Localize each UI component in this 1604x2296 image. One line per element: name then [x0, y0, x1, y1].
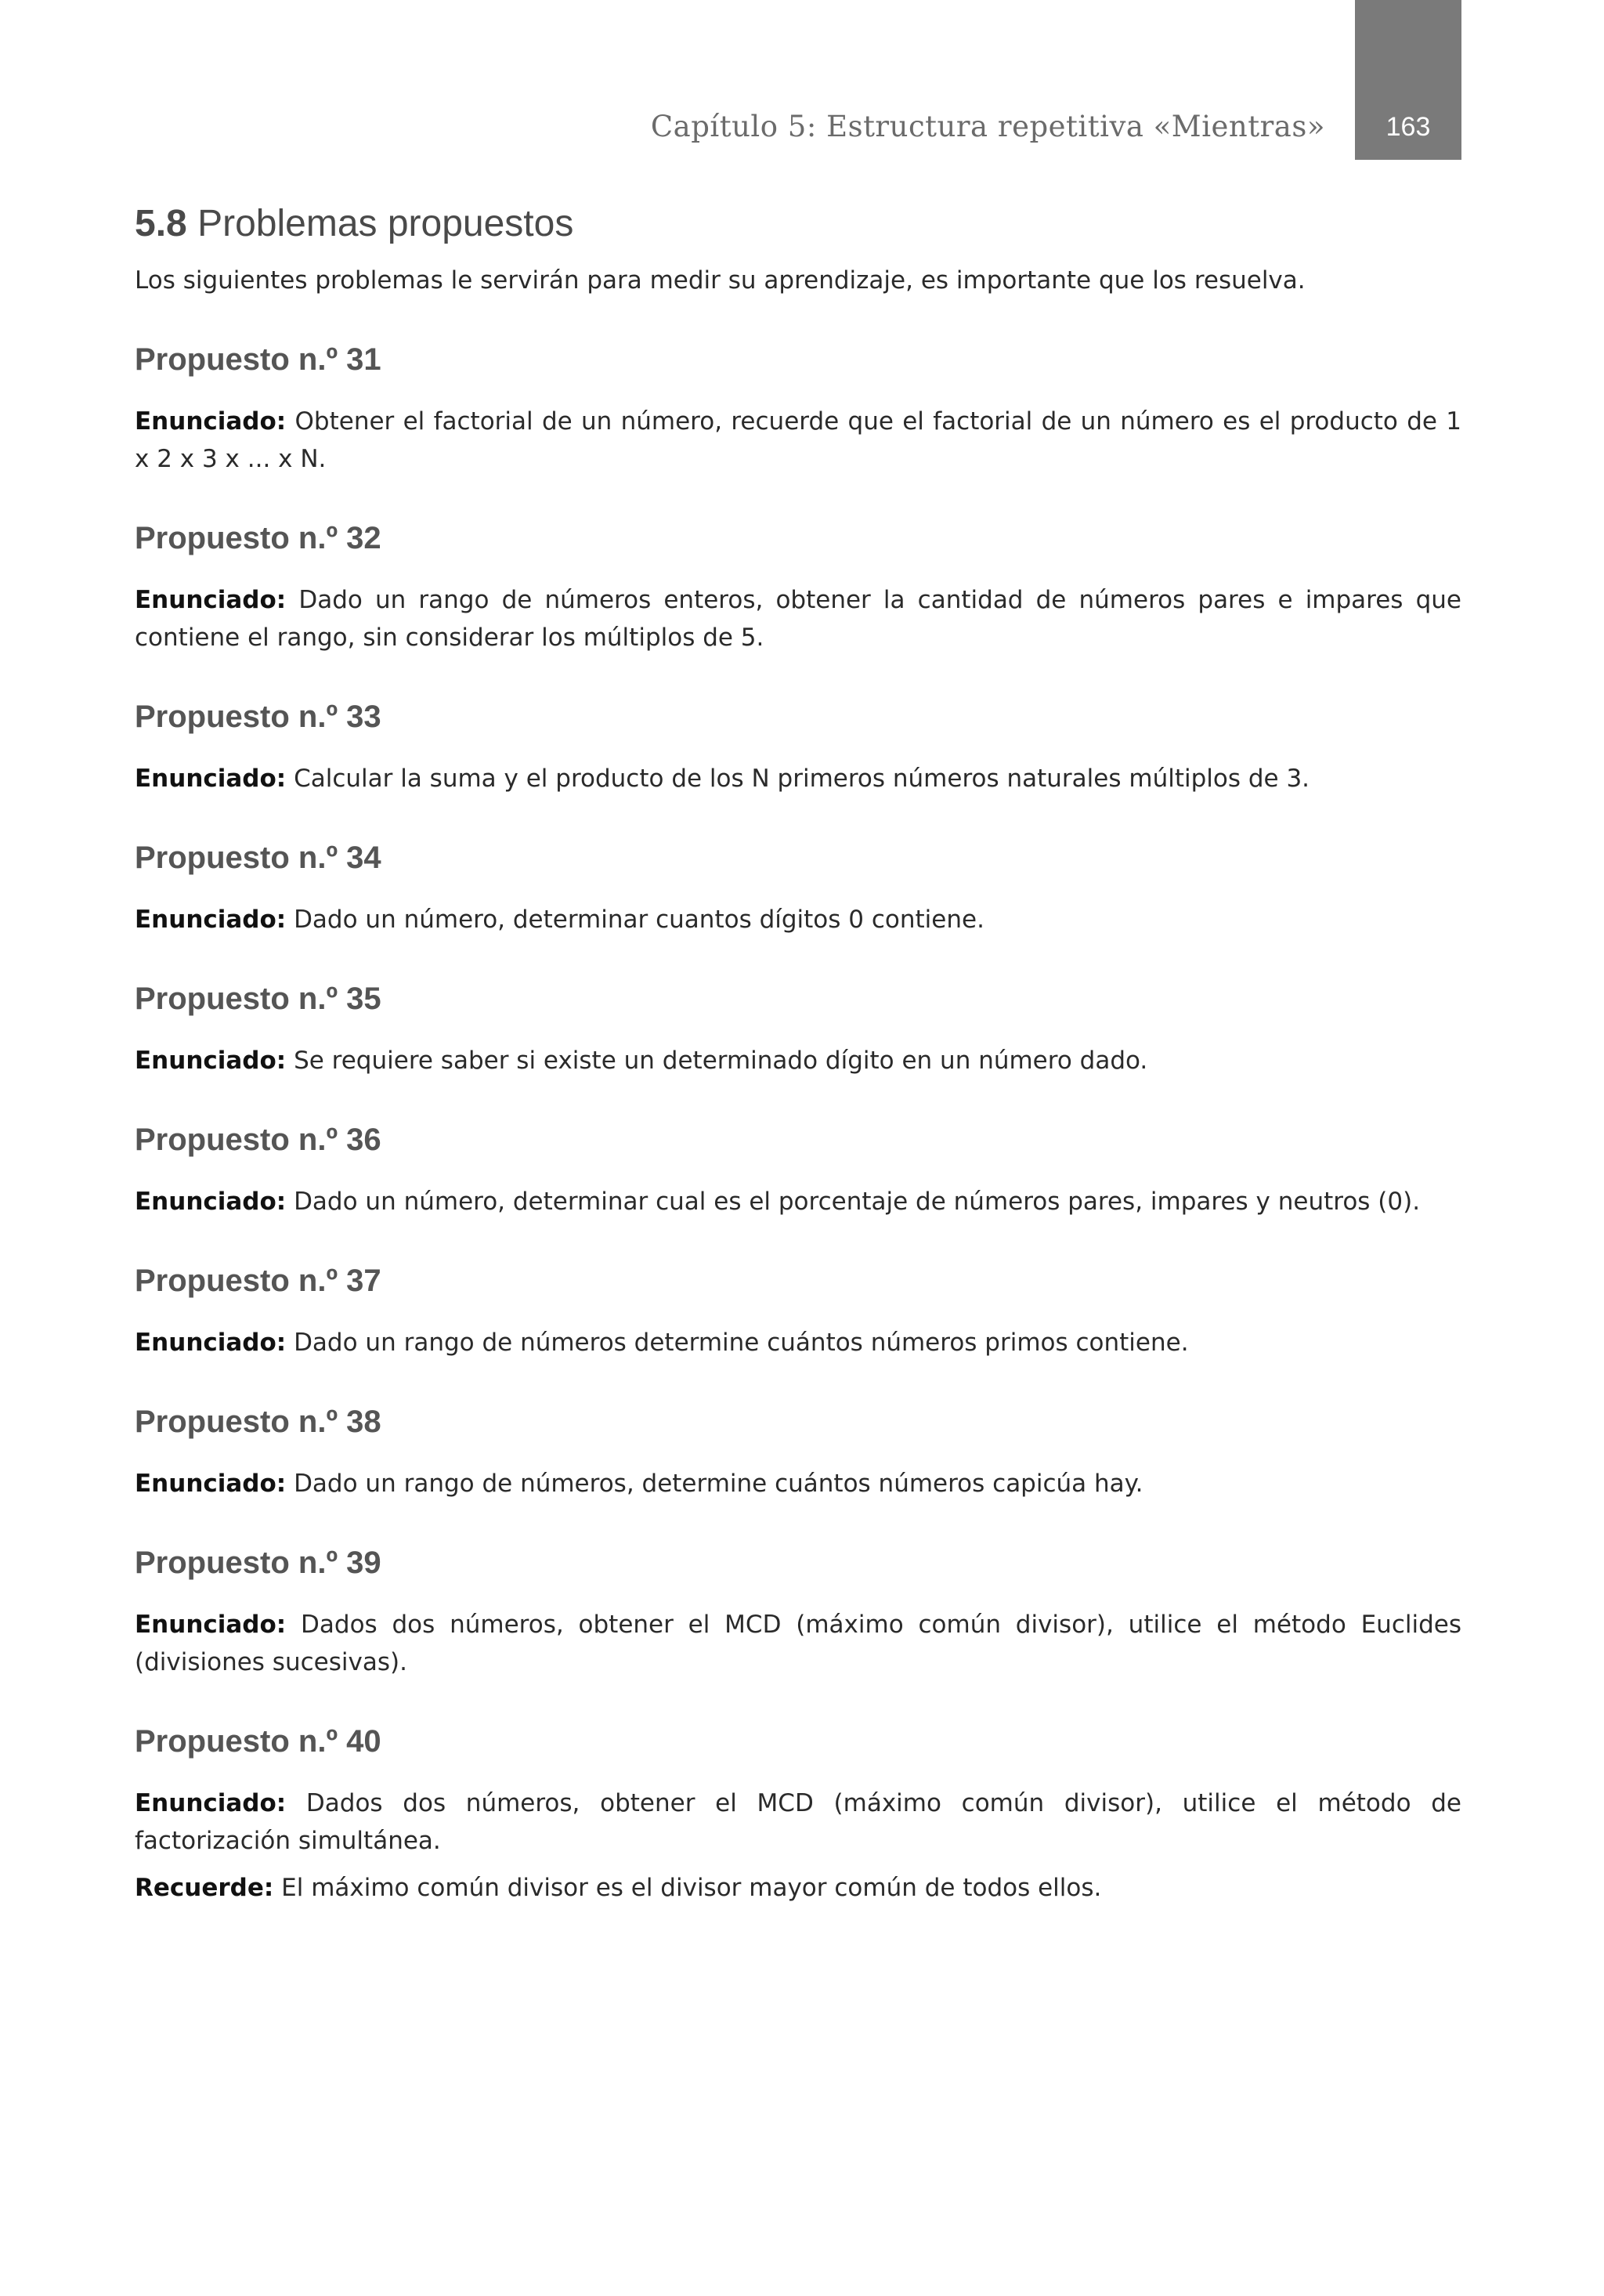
problem-40	[135, 1722, 1461, 1907]
statement-text: Dado un rango de números determine cuántos números primos contiene.	[294, 1329, 1189, 1357]
statement-label: Enunciado:	[135, 1188, 287, 1216]
statement-text: Dado un número, determinar cual es el porcentaje de números pares, impares y neutros (0).	[294, 1188, 1421, 1216]
problem-heading: Propuesto n.º 40	[135, 1724, 381, 1759]
problem-statement	[135, 760, 1461, 797]
problem-statement	[135, 1183, 1461, 1220]
statement-text: Dado un rango de números enteros, obtener la cantidad de números pares e impares que contiene el rango, sin considerar los múltiplos de 5.	[135, 586, 1461, 652]
problem-statement	[135, 1606, 1461, 1681]
page-number-tab	[1355, 0, 1461, 160]
statement-label: Enunciado:	[135, 586, 287, 614]
problem-32	[135, 519, 1461, 656]
problem-statement	[135, 901, 1461, 938]
problem-34	[135, 838, 1461, 938]
problem-35	[135, 979, 1461, 1079]
section-number: 5.8	[135, 203, 187, 244]
reminder-text: El máximo común divisor es el divisor mayor común de todos ellos.	[281, 1874, 1102, 1902]
problem-heading: Propuesto n.º 36	[135, 1123, 381, 1157]
page-content	[135, 201, 1461, 1907]
section-title-text: Problemas propuestos	[197, 203, 574, 244]
statement-label: Enunciado:	[135, 1789, 287, 1817]
problem-statement	[135, 1324, 1461, 1361]
statement-label: Enunciado:	[135, 1470, 287, 1498]
statement-label: Enunciado:	[135, 906, 287, 934]
problem-statement	[135, 1042, 1461, 1079]
problem-statement	[135, 1465, 1461, 1502]
problem-39	[135, 1543, 1461, 1681]
problem-31	[135, 340, 1461, 478]
statement-text: Calcular la suma y el producto de los N primeros números naturales múltiplos de 3.	[294, 765, 1310, 793]
problem-statement	[135, 403, 1461, 478]
problem-statement	[135, 1784, 1461, 1860]
statement-label: Enunciado:	[135, 1047, 287, 1075]
statement-label: Enunciado:	[135, 765, 287, 793]
problem-heading: Propuesto n.º 38	[135, 1405, 381, 1439]
problem-heading: Propuesto n.º 33	[135, 700, 381, 734]
statement-text: Dados dos números, obtener el MCD (máximo común divisor), utilice el método de factorización simultánea.	[135, 1789, 1461, 1855]
reminder-note	[135, 1869, 1461, 1907]
problem-heading: Propuesto n.º 37	[135, 1264, 381, 1298]
statement-text: Obtener el factorial de un número, recuerde que el factorial de un número es el producto de 1 x 2 x 3 x ... x N.	[135, 407, 1461, 473]
problem-38	[135, 1402, 1461, 1502]
section-intro: Los siguientes problemas le servirán para medir su aprendizaje, es importante que los resuelva.	[135, 266, 1306, 295]
statement-text: Dados dos números, obtener el MCD (máximo común divisor), utilice el método Euclides (divisiones sucesivas).	[135, 1611, 1461, 1676]
problem-33	[135, 697, 1461, 797]
page-number: 163	[1385, 112, 1431, 142]
problem-heading: Propuesto n.º 35	[135, 982, 381, 1016]
statement-text: Dado un rango de números, determine cuántos números capicúa hay.	[294, 1470, 1143, 1498]
problem-37	[135, 1261, 1461, 1361]
problem-heading: Propuesto n.º 32	[135, 521, 381, 555]
problem-heading: Propuesto n.º 31	[135, 342, 381, 377]
reminder-label: Recuerde:	[135, 1874, 274, 1902]
problem-statement	[135, 581, 1461, 656]
statement-label: Enunciado:	[135, 1611, 287, 1639]
section-title	[135, 201, 1461, 248]
problem-heading: Propuesto n.º 39	[135, 1546, 381, 1580]
running-head: Capítulo 5: Estructura repetitiva «Mientras»	[650, 110, 1325, 143]
problem-heading: Propuesto n.º 34	[135, 841, 381, 875]
statement-label: Enunciado:	[135, 407, 287, 436]
statement-text: Dado un número, determinar cuantos dígitos 0 contiene.	[294, 906, 984, 934]
problem-36	[135, 1120, 1461, 1220]
statement-label: Enunciado:	[135, 1329, 287, 1357]
statement-text: Se requiere saber si existe un determinado dígito en un número dado.	[294, 1047, 1148, 1075]
